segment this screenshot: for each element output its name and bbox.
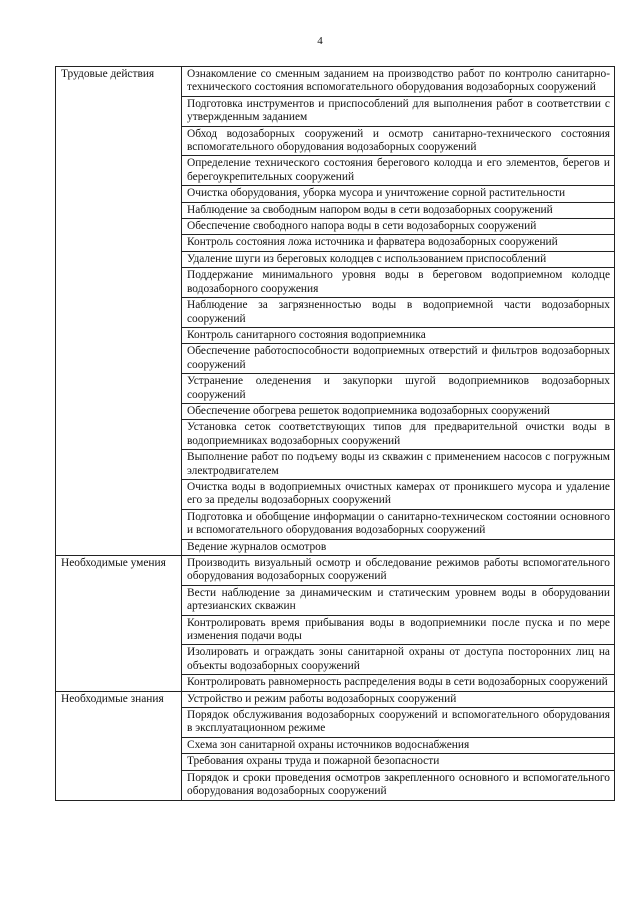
section-item: Контролировать время прибывания воды в водоприемники после пуска и по мере изменения подачи воды bbox=[182, 615, 615, 645]
section-item: Производить визуальный осмотр и обследование режимов работы вспомогательного оборудования водозаборных сооружений bbox=[182, 556, 615, 586]
section-label: Необходимые знания bbox=[56, 691, 182, 800]
table-body bbox=[56, 67, 615, 801]
table-row bbox=[56, 691, 615, 707]
table-row bbox=[56, 556, 615, 586]
section-item: Обход водозаборных сооружений и осмотр санитарно-технического состояния вспомогательного оборудования водозаборных сооружений bbox=[182, 126, 615, 156]
section-item: Контроль санитарного состояния водоприемника bbox=[182, 327, 615, 343]
section-label: Трудовые действия bbox=[56, 67, 182, 556]
section-item: Контролировать равномерность распределения воды в сети водозаборных сооружений bbox=[182, 675, 615, 691]
section-item: Контроль состояния ложа источника и фарватера водозаборных сооружений bbox=[182, 235, 615, 251]
section-item: Наблюдение за свободным напором воды в сети водозаборных сооружений bbox=[182, 202, 615, 218]
section-item: Обеспечение работоспособности водоприемных отверстий и фильтров водозаборных сооружений bbox=[182, 344, 615, 374]
section-item: Наблюдение за загрязненностью воды в водоприемной части водозаборных сооружений bbox=[182, 298, 615, 328]
section-item: Порядок обслуживания водозаборных сооружений и вспомогательного оборудования в эксплуатационном режиме bbox=[182, 708, 615, 738]
section-item: Ведение журналов осмотров bbox=[182, 539, 615, 555]
section-label: Необходимые умения bbox=[56, 556, 182, 692]
section-item: Устройство и режим работы водозаборных сооружений bbox=[182, 691, 615, 707]
section-item: Удаление шуги из береговых колодцев с использованием приспособлений bbox=[182, 251, 615, 267]
table-row bbox=[56, 67, 615, 97]
section-item: Обеспечение свободного напора воды в сети водозаборных сооружений bbox=[182, 219, 615, 235]
section-item: Вести наблюдение за динамическим и статическим уровнем воды в оборудовании артезианских скважин bbox=[182, 585, 615, 615]
section-item: Изолировать и ограждать зоны санитарной охраны от доступа посторонних лиц на объекты водозаборных сооружений bbox=[182, 645, 615, 675]
section-item: Требования охраны труда и пожарной безопасности bbox=[182, 754, 615, 770]
page-number: 4 bbox=[317, 35, 323, 47]
section-item: Устранение оледенения и закупорки шугой водоприемников водозаборных сооружений bbox=[182, 374, 615, 404]
section-item: Подготовка и обобщение информации о санитарно-техническом состоянии основного и вспомогательного оборудования водозаборных сооружений bbox=[182, 509, 615, 539]
section-item: Подготовка инструментов и приспособлений для выполнения работ в соответствии с утвержденным заданием bbox=[182, 96, 615, 126]
section-item: Установка сеток соответствующих типов для предварительной очистки воды в водоприемниках водозаборных сооружений bbox=[182, 420, 615, 450]
section-item: Выполнение работ по подъему воды из скважин с применением насосов с погружным электродвигателем bbox=[182, 450, 615, 480]
section-item: Схема зон санитарной охраны источников водоснабжения bbox=[182, 737, 615, 753]
competency-table bbox=[55, 66, 615, 801]
section-item: Очистка оборудования, уборка мусора и уничтожение сорной растительности bbox=[182, 186, 615, 202]
section-item: Поддержание минимального уровня воды в береговом водоприемном колодце водозаборного сооружения bbox=[182, 268, 615, 298]
section-item: Ознакомление со сменным заданием на производство работ по контролю санитарно-технического состояния вспомогательного оборудования водозаборных сооружений bbox=[182, 67, 615, 97]
section-item: Обеспечение обогрева решеток водоприемника водозаборных сооружений bbox=[182, 403, 615, 419]
section-item: Определение технического состояния берегового колодца и его элементов, берегов и берегоукрепительных сооружений bbox=[182, 156, 615, 186]
section-item: Очистка воды в водоприемных очистных камерах от проникшего мусора и удаление его за пределы водозаборных сооружений bbox=[182, 479, 615, 509]
section-item: Порядок и сроки проведения осмотров закрепленного основного и вспомогательного оборудования водозаборных сооружений bbox=[182, 770, 615, 800]
